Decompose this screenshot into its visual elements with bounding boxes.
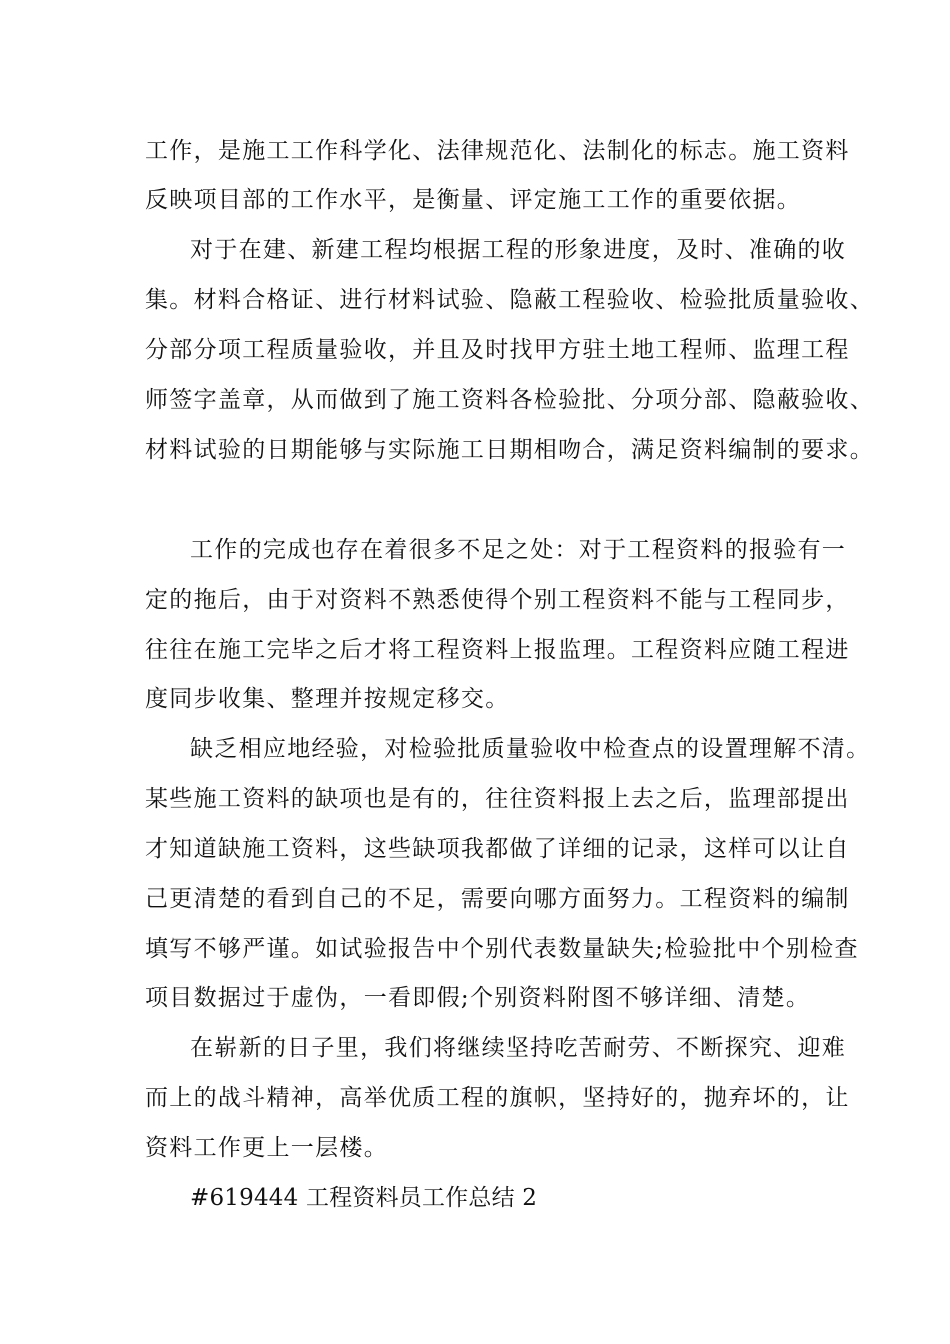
text-line: 集。材料合格证、进行材料试验、隐蔽工程验收、检验批质量验收、 (145, 287, 874, 313)
text-line: 填写不够严谨。如试验报告中个别代表数量缺失;检验批中个别检查 (145, 936, 859, 962)
paragraph-start-line: 对于在建、新建工程均根据工程的形象进度，及时、准确的收 (190, 237, 847, 263)
text-line: 材料试验的日期能够与实际施工日期相吻合，满足资料编制的要求。 (145, 437, 874, 463)
text-line: 而上的战斗精神，高举优质工程的旗帜，坚持好的，抛弃坏的，让 (145, 1085, 850, 1111)
text-line: 工作，是施工工作科学化、法律规范化、法制化的标志。施工资料 (145, 138, 850, 164)
text-line: 分部分项工程质量验收，并且及时找甲方驻土地工程师、监理工程 (145, 337, 850, 363)
text-line: 度同步收集、整理并按规定移交。 (145, 686, 510, 712)
text-line: 己更清楚的看到自己的不足，需要向哪方面努力。工程资料的编制 (145, 886, 850, 912)
text-line: 定的拖后，由于对资料不熟悉使得个别工程资料不能与工程同步， (145, 587, 850, 613)
text-line: 才知道缺施工资料，这些缺项我都做了详细的记录，这样可以让自 (145, 836, 850, 862)
paragraph-start-line: 缺乏相应地经验，对检验批质量验收中检查点的设置理解不清。 (190, 736, 871, 762)
text-line: 师签字盖章，从而做到了施工资料各检验批、分项分部、隐蔽验收、 (145, 387, 874, 413)
paragraph-start-line: 在崭新的日子里，我们将继续坚持吃苦耐劳、不断探究、迎难 (190, 1035, 847, 1061)
text-line: 资料工作更上一层楼。 (145, 1135, 388, 1161)
text-line: 往往在施工完毕之后才将工程资料上报监理。工程资料应随工程进 (145, 637, 850, 663)
text-line: 某些施工资料的缺项也是有的，往往资料报上去之后，监理部提出 (145, 786, 850, 812)
text-line: 项目数据过于虚伪，一看即假;个别资料附图不够详细、清楚。 (145, 985, 811, 1011)
paragraph-start-line: 工作的完成也存在着很多不足之处：对于工程资料的报验有一 (190, 537, 847, 563)
section-heading: #619444 工程资料员工作总结 2 (190, 1185, 538, 1211)
text-line: 反映项目部的工作水平，是衡量、评定施工工作的重要依据。 (145, 187, 802, 213)
